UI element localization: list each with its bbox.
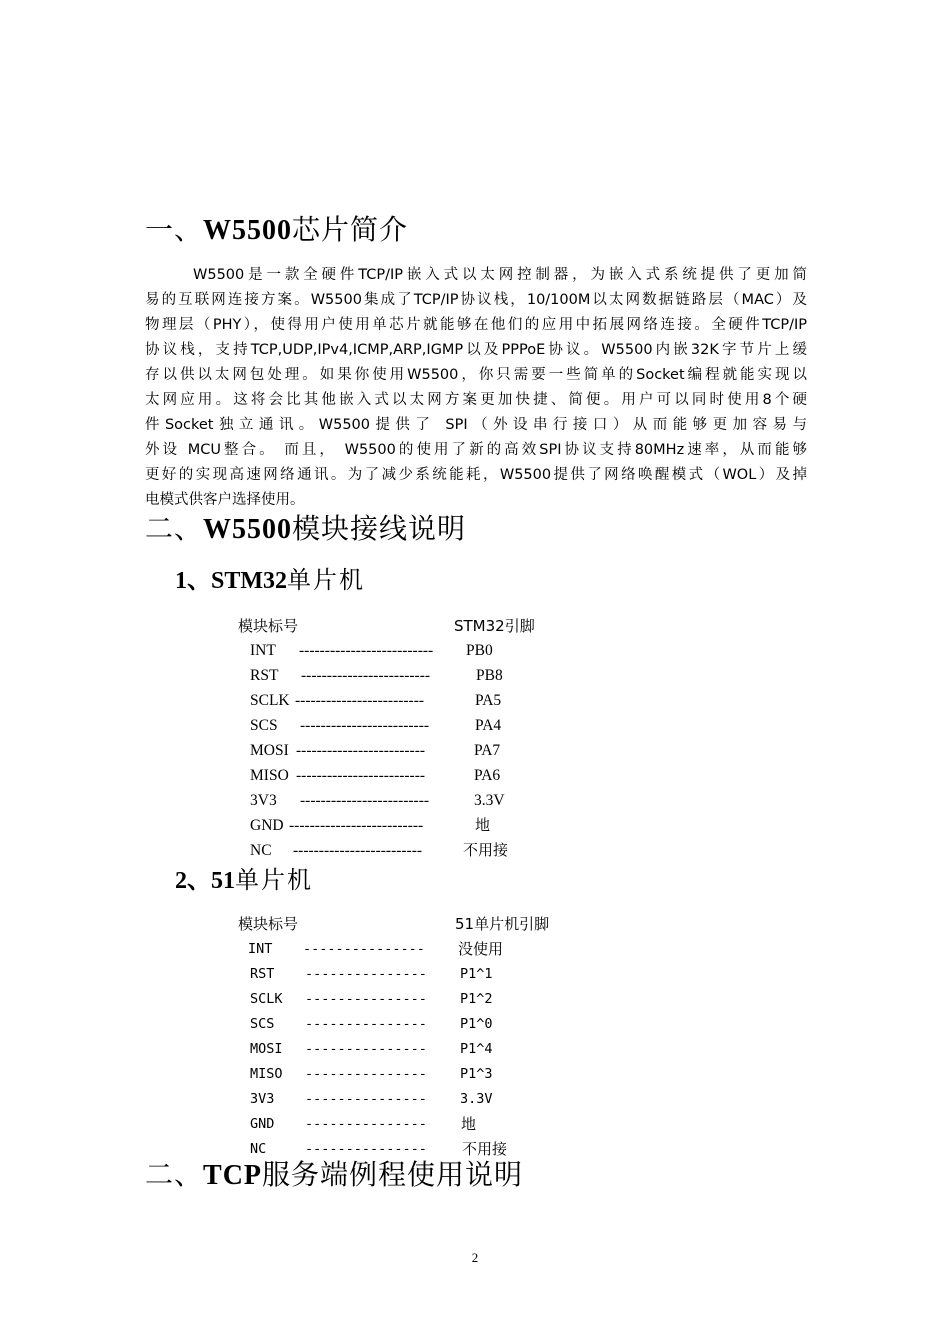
module-pin: INT [250,642,276,659]
dash-line: ------------------------- [300,717,430,734]
subheading-rest: 单片机 [235,866,313,894]
target-pin: P1^4 [460,1041,493,1057]
dash-line: --------------- [305,991,427,1007]
paragraph-line: 电模式供客户选择使用。 [145,492,305,508]
section-heading-tcp-server [145,1157,523,1194]
dash-line: --------------- [305,1016,427,1032]
target-pin: PB0 [466,642,493,659]
heading-bold: TCP [203,1160,263,1191]
subheading-bold: 1、STM32 [175,568,288,594]
target-pin: P1^0 [460,1016,493,1032]
subheading-51 [175,865,313,896]
target-pin: 3.3V [460,1091,493,1107]
module-pin: SCLK [250,692,290,709]
dash-line: --------------- [305,1091,427,1107]
module-pin: MISO [250,1066,283,1082]
module-pin: SCS [250,717,278,734]
module-pin: RST [250,667,279,684]
target-pin: 没使用 [458,940,504,958]
module-pin: NC [250,842,272,859]
paragraph-line: 外设 MCU整合。 而且， W5500的使用了新的高效SPI协议支持80MHz速率，从而能够 [145,442,807,458]
target-pin: 3.3V [474,792,505,809]
paragraph-line: 易的互联网连接方案。W5500集成了TCP/IP协议栈，10/100M以太网数据链路层（MAC）及 [145,292,807,308]
subheading-rest: 单片机 [287,566,366,594]
target-pin: PA6 [474,767,501,784]
dash-line: ------------------------- [300,792,430,809]
dash-line: -------------------------- [299,642,434,659]
subheading-stm32 [175,565,365,596]
target-pin: P1^1 [460,966,493,982]
module-pin: 3V3 [250,1091,275,1107]
table-header-right: STM32引脚 [454,617,535,635]
heading-bold: W5500 [203,514,293,545]
target-pin: 地 [461,1115,477,1133]
dash-line: ------------------------- [296,767,426,784]
heading-prefix: 二、 [145,512,204,545]
dash-line: ------------------------- [293,842,423,859]
target-pin: P1^2 [460,991,493,1007]
module-pin: GND [250,817,284,834]
heading-prefix: 二、 [145,1158,204,1191]
module-pin: MOSI [250,1041,283,1057]
dash-line: --------------- [305,1116,427,1132]
target-pin: 不用接 [463,841,509,859]
module-pin: GND [250,1116,275,1132]
module-pin: RST [250,966,275,982]
subheading-bold: 2、51 [175,868,235,894]
paragraph-line: 件Socket独立通讯。W5500提供了 SPI（外设串行接口）从而能够更加容易与 [145,417,807,433]
dash-line: --------------- [305,966,427,982]
heading-rest: 芯片简介 [292,213,409,246]
target-pin: PB8 [476,667,503,684]
intro-paragraph [145,263,807,513]
module-pin: NC [250,1141,267,1157]
heading-rest: 模块接线说明 [292,512,467,545]
dash-line: --------------- [305,1041,427,1057]
target-pin: PA4 [475,717,502,734]
target-pin: 不用接 [462,1140,508,1158]
paragraph-line: 太网应用。这将会比其他嵌入式以太网方案更加快捷、简便。用户可以同时使用8个硬 [145,392,807,408]
dash-line: ------------------------- [301,667,431,684]
dash-line: ------------------------- [295,692,425,709]
table-header-left: 模块标号 [238,617,299,635]
table-header-right: 51单片机引脚 [455,915,550,933]
heading-bold: W5500 [203,215,293,246]
page-number: 2 [471,1250,479,1265]
module-pin: 3V3 [250,792,277,809]
dash-line: -------------------------- [289,817,424,834]
paragraph-line: 存以供以太网包处理。如果你使用W5500，你只需要一些简单的Socket编程就能实现以 [145,367,807,383]
paragraph-line: 协议栈，支持TCP,UDP,IPv4,ICMP,ARP,IGMP以及PPPoE协议。W5500内嵌32K字节片上缓 [145,342,807,358]
section-heading-chip-intro [145,212,408,249]
dash-line: ------------------------- [296,742,426,759]
paragraph-line: 更好的实现高速网络通讯。为了减少系统能耗，W5500提供了网络唤醒模式（WOL）及掉 [145,467,807,483]
heading-rest: 服务端例程使用说明 [262,1158,524,1191]
table-header-left: 模块标号 [238,915,299,933]
module-pin: MOSI [250,742,289,759]
dash-line: --------------- [305,1141,427,1157]
target-pin: 地 [475,816,491,834]
paragraph-line: 物理层（PHY），使得用户使用单芯片就能够在他们的应用中拓展网络连接。全硬件TCP/IP [145,317,807,333]
module-pin: MISO [250,767,289,784]
heading-prefix: 一、 [145,213,204,246]
section-heading-wiring [145,511,466,548]
module-pin: SCS [250,1016,275,1032]
dash-line: --------------- [303,941,425,957]
target-pin: PA7 [474,742,501,759]
dash-line: --------------- [305,1066,427,1082]
target-pin: P1^3 [460,1066,493,1082]
module-pin: SCLK [250,991,283,1007]
module-pin: INT [248,941,273,957]
paragraph-line: W5500是一款全硬件TCP/IP嵌入式以太网控制器，为嵌入式系统提供了更加简 [193,267,807,283]
target-pin: PA5 [475,692,502,709]
